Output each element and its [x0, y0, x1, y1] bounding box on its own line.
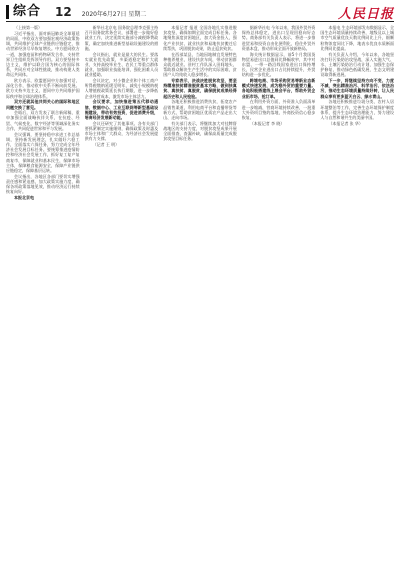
article-paragraph: 本报电 生态环境部发布数据显示，全国生态环境质量持续改善，地级及以上城市空气质量优良天数比例同比上升，细颗粒物浓度同比下降，地表水优良水质断面比例同比提高。: [320, 25, 394, 51]
text-column: [242, 25, 316, 561]
article-paragraph: （上接第一版）: [14, 25, 42, 30]
masthead: [6, 4, 394, 20]
article-paragraph: 会晤后，双方发表了联合新闻稿，重申加强全面战略伙伴关系，在抗疫、经贸、气候变化、数字经济等领域深化务实合作，共同促进世界和平与发展。: [6, 110, 80, 131]
article-paragraph: （本报记者 李 晓）: [249, 120, 285, 126]
text-column: [320, 25, 394, 561]
article-paragraph: 新华社北京电 国务院总理李克强主持召开国务院常务会议，部署进一步做好稳就业工作，决定延续实施部分减税降费政策，确定加快推进新型基础设施建设的措施。: [84, 25, 159, 51]
article-paragraph: （本报记者 张 华）: [328, 120, 363, 126]
article-paragraph: 会议还研究了其他事项。各有关部门要抓紧制定实施细则，确保政策及时惠及市场主体和广大群众，为经济社会发展提供有力支撑。: [84, 120, 159, 142]
article-paragraph: 据新华社电 今年以来，我国外贸外资保持总体稳定，进出口呈现回稳向好态势。商务部有关负责人表示，将进一步推进贸易和投资自由化便利化，稳住外贸外资基本盘，推动形成全面开放新格局。: [241, 25, 316, 51]
article-paragraph: 跨境电商、市场采购贸易等新业态新模式快速发展，成为稳外贸的重要力量。各地积极搭建线上展会平台，帮助外贸企业拓市场、抢订单。: [241, 78, 316, 99]
article-paragraph: 会议指出，各地区各部门要切实增强责任感和紧迫感，加大政策实施力度，确保各项政策落地见效，推动经济运行持续恢复向好。: [6, 173, 80, 195]
article-paragraph: 下一步，将继续坚持方向不变、力度不减，突出精准治污、科学治污、依法治污，推动生态环境质量持续好转，让人民群众享有更多蓝天白云、绿水青山。: [320, 78, 394, 99]
article-paragraph: 欧方表示，欧盟愿同中方加强对话，深化合作，推动欧中关系不断向前发展。欧方支持多边主义，愿同中方共同维护国际秩序和全球治理体系。: [6, 78, 80, 99]
article-paragraph: 会议决定，对小微企业和个体工商户所得税缴纳延缓至明年，减免小规模纳税人增值税政策延长执行期限，进一步降低企业经营成本，激发市场主体活力。: [84, 78, 159, 99]
newspaper-logo: 人民日报: [337, 6, 394, 22]
article-paragraph: 本报记者 报道 全国各地扎实推进脱贫攻坚，确保如期全面完成目标任务。各地聚焦深度贫困地区，加大资金投入，强化产业扶贫、就业扶贫和易地扶贫搬迁后续帮扶，巩固脱贫成果，防止返贫致贫。: [163, 25, 237, 51]
article-paragraph: 习近平指出，面对新冠肺炎全球蔓延的局面，中欧双方要加强宏观经济政策协调，共同维护全球产业链供应链稳定，推动世界经济尽早恢复增长。中方愿同欧方一道，加强疫苗和药物研发合作，支持世界卫生组织发挥领导作用。双方要坚持多边主义，维护以联合国为核心的国际体系，共同应对全球性挑战，推动构建人类命运共同体。: [6, 30, 80, 78]
text-column: [85, 25, 159, 561]
page-number: 12: [55, 5, 72, 19]
article-paragraph: 在西部某县，当地因地制宜发展特色种植养殖业，建设扶贫车间，带动贫困群众就近就业。驻村工作队深入田间地头，帮助群众解决生产生活中的实际困难，贫困户人均纯收入稳步增长。: [163, 51, 237, 78]
article-paragraph: 双方还就其他共同关心的国际和地区问题交换了意见。: [6, 99, 80, 110]
article-columns: [6, 25, 394, 561]
article-paragraph: 专家表示，决战决胜脱贫攻坚，要坚持精准扶贫精准脱贫基本方略，做到扶真贫、真扶贫、真脱贫，确保脱贫成果经得起历史和人民检验。: [163, 78, 237, 99]
article-paragraph: 海关统计数据显示，前5个月我国货物贸易进出口总值同比降幅收窄，其中对东盟、一带一路沿线国家进出口保持增长，民营企业进出口占比持续提升，外贸结构进一步优化。: [241, 51, 316, 78]
article-paragraph: 在利用外资方面，外资准入负面清单进一步缩减，营商环境持续改善，一批重大外资项目签约落地，外商投资信心稳步恢复。: [241, 99, 316, 120]
article-paragraph: 会议强调，要坚持稳中求进工作总基调，坚持新发展理念，扎实做好六稳工作，全面落实六保任务，努力完成全年经济社会发展目标任务。要统筹推进疫情防控和经济社会发展工作，抓好复工复产复商复市，保障就业和基本民生，保障市场主体，保障粮食能源安全，保障产业链供应链稳定，保障基层运转。: [6, 131, 80, 173]
text-column: [6, 25, 80, 561]
article-paragraph: 有关负责人介绍，今年以来，各地坚决打好污染防治攻坚战，深入实施大气、水、土壤污染防治行动计划，加强生态保护修复，推动绿色低碳发展，生态文明建设取得新进展。: [320, 51, 394, 78]
article-paragraph: （记者 王 明）: [92, 141, 120, 147]
masthead-rule: [6, 21, 394, 22]
section-title: 综合: [6, 5, 41, 19]
article-paragraph: 会议指出，就业是最大的民生。要落实就业优先政策，多渠道稳定和扩大就业，支持高校毕业生、农民工等重点群体就业，加强职业技能培训，强化困难人员就业援助。: [84, 51, 159, 78]
article-paragraph: 本报北京电: [14, 195, 34, 200]
text-column: [163, 25, 237, 561]
article-paragraph: 有关部门表示，将继续加大对挂牌督战地区的支持力度，对脱贫攻坚成果开展全面排查，查漏补缺，确保高质量完成脱贫攻坚目标任务。: [163, 120, 237, 142]
article-paragraph: 会议要求，加快推进第五代移动通信、数据中心、工业互联网等新型基础设施建设，带动有效投资，促进消费升级，培育经济发展新动能。: [84, 99, 159, 120]
article-paragraph: 各地还积极推进消费扶贫，拓宽农产品销售渠道，利用电商平台和直播带货等新方式，帮助贫困地区优质农产品走出大山、走向市场。: [163, 99, 237, 120]
date-line: 2020年6月27日 星期二: [81, 11, 147, 18]
article-paragraph: 各地还积极推进垃圾分类、农村人居环境整治等工作，完善生态环境保护制度体系，提升生态环境治理能力，努力建设人与自然和谐共生的美丽中国。: [320, 99, 394, 120]
